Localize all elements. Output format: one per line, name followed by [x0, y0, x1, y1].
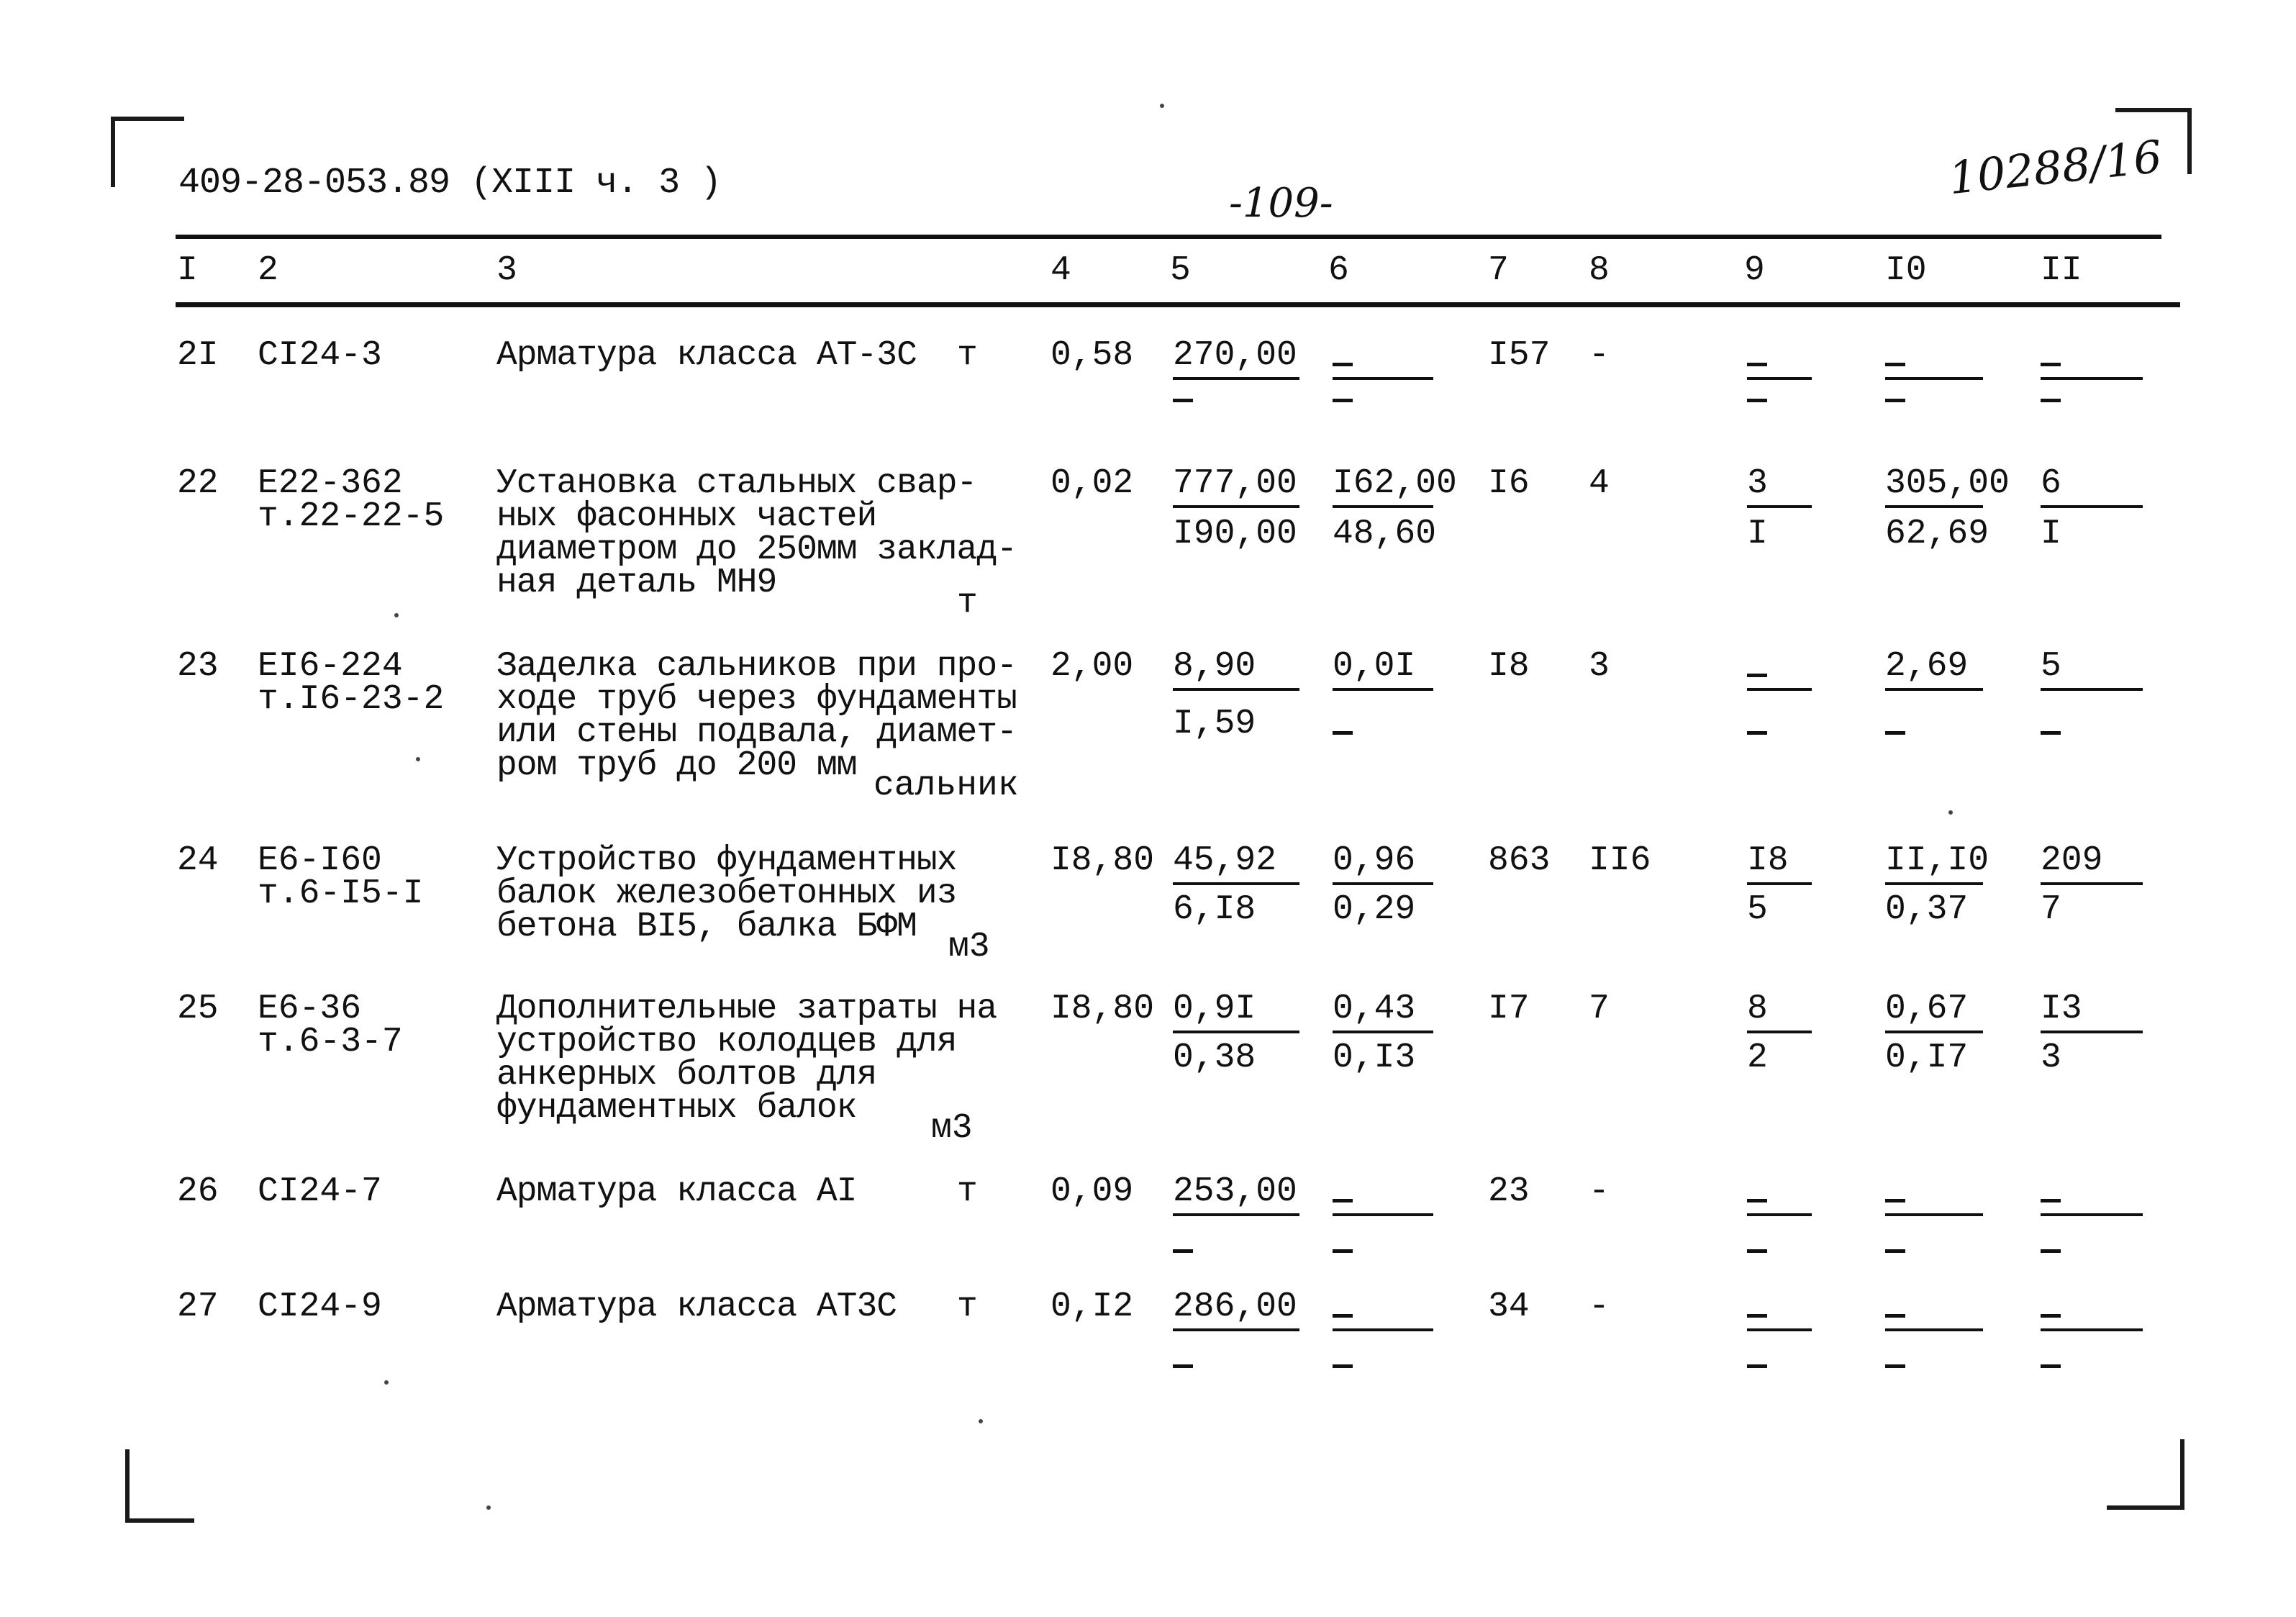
column-header: II	[2041, 251, 2082, 290]
c6-top-dash	[1333, 1199, 1353, 1202]
c9-fraction-bar	[1747, 1031, 1812, 1033]
c6-bottom-value: 0,I3	[1333, 1038, 1416, 1077]
norm-code: EI6-224	[258, 647, 403, 686]
c11-bottom-value: 7	[2041, 890, 2061, 929]
c9-bottom-dash	[1747, 1364, 1767, 1368]
c10-bottom-dash	[1885, 1249, 1905, 1253]
c9-bottom-dash	[1747, 1249, 1767, 1253]
column-header: I	[177, 251, 198, 290]
c6-fraction-bar	[1333, 505, 1433, 508]
c5-fraction-bar	[1173, 377, 1299, 380]
work-description-line: Арматура класса АТ-3С	[496, 336, 917, 375]
c6-bottom-dash	[1333, 1364, 1353, 1368]
c6-fraction-bar	[1333, 1213, 1433, 1216]
c6-fraction-bar	[1333, 688, 1433, 691]
c5-fraction-bar	[1173, 1328, 1299, 1331]
quantity: 2,00	[1051, 647, 1134, 686]
c5-top-value: 270,00	[1173, 336, 1297, 375]
work-description-line: Заделка сальников при про-	[496, 647, 1017, 686]
c6-top-dash	[1333, 1314, 1353, 1318]
norm-code: CI24-9	[258, 1287, 382, 1326]
c6-top-value: I62,00	[1333, 464, 1457, 503]
quantity: 0,I2	[1051, 1287, 1134, 1326]
c11-fraction-bar	[2041, 505, 2143, 508]
c10-top-dash	[1885, 1199, 1905, 1202]
frame-corner-bottom-right	[2107, 1439, 2184, 1510]
c6-bottom-dash	[1333, 399, 1353, 402]
unit-of-measure: т	[957, 584, 978, 622]
c10-fraction-bar	[1885, 1213, 1983, 1216]
norm-code: E6-36	[258, 989, 362, 1028]
work-description-line: ных фасонных частей	[496, 497, 877, 536]
column-header: I0	[1885, 251, 1927, 290]
c10-top-dash	[1885, 363, 1905, 366]
c5-top-value: 777,00	[1173, 464, 1297, 503]
work-description-line: ная деталь МН9	[496, 563, 777, 602]
row-number: 2I	[177, 336, 219, 375]
column-header: 7	[1488, 251, 1509, 290]
c5-fraction-bar	[1173, 505, 1299, 508]
column-7-value: I57	[1488, 336, 1551, 375]
quantity: 0,09	[1051, 1172, 1134, 1211]
speck	[416, 757, 420, 761]
norm-code: т.6-3-7	[258, 1023, 403, 1061]
c5-bottom-value: 6,I8	[1173, 890, 1256, 929]
work-description-line: диаметром до 250мм заклад-	[496, 530, 1017, 569]
column-7-value: 863	[1488, 841, 1551, 880]
row-number: 25	[177, 989, 219, 1028]
work-description-line: ходе труб через фундаменты	[496, 680, 1017, 719]
frame-corner-top-left	[111, 117, 184, 187]
norm-code: т.I6-23-2	[258, 680, 445, 719]
norm-code: CI24-7	[258, 1172, 382, 1211]
work-description-line: анкерных болтов для	[496, 1056, 877, 1095]
c9-fraction-bar	[1747, 688, 1812, 691]
c9-top-dash	[1747, 1199, 1767, 1202]
c11-bottom-dash	[2041, 399, 2061, 402]
c11-fraction-bar	[2041, 1031, 2143, 1033]
archive-stamp: 10288/16	[1946, 130, 2165, 205]
c5-top-value: 253,00	[1173, 1172, 1297, 1211]
unit-of-measure: м3	[948, 928, 990, 966]
work-description-line: устройство колодцев для	[496, 1023, 957, 1061]
c9-top-dash	[1747, 674, 1767, 677]
column-8-value: II6	[1589, 841, 1651, 880]
c9-bottom-value: 2	[1747, 1038, 1768, 1077]
row-number: 24	[177, 841, 219, 880]
c11-bottom-dash	[2041, 1364, 2061, 1368]
norm-code: т.22-22-5	[258, 497, 445, 536]
c11-top-dash	[2041, 1314, 2061, 1318]
c6-bottom-value: 48,60	[1333, 515, 1437, 553]
c5-bottom-dash	[1173, 399, 1193, 402]
c6-fraction-bar	[1333, 1031, 1433, 1033]
c11-fraction-bar	[2041, 377, 2143, 380]
c5-top-value: 286,00	[1173, 1287, 1297, 1326]
work-description-line: фундаментных балок	[496, 1089, 857, 1128]
c9-top-value: 8	[1747, 989, 1768, 1028]
c6-bottom-dash	[1333, 731, 1353, 735]
column-8-value: -	[1589, 1287, 1610, 1326]
norm-code: E22-362	[258, 464, 403, 503]
c5-top-value: 8,90	[1173, 647, 1256, 686]
column-8-value: -	[1589, 1172, 1610, 1211]
speck	[1160, 104, 1164, 108]
c6-bottom-dash	[1333, 1249, 1353, 1253]
c11-top-dash	[2041, 363, 2061, 366]
column-header: 5	[1170, 251, 1191, 290]
column-8-value: 4	[1589, 464, 1610, 503]
unit-of-measure: т	[957, 1287, 978, 1326]
c10-top-value: 0,67	[1885, 989, 1969, 1028]
c9-fraction-bar	[1747, 1213, 1812, 1216]
c10-fraction-bar	[1885, 688, 1983, 691]
c10-bottom-value: 0,I7	[1885, 1038, 1969, 1077]
c11-bottom-value: 3	[2041, 1038, 2061, 1077]
c11-fraction-bar	[2041, 882, 2143, 885]
c11-bottom-dash	[2041, 1249, 2061, 1253]
c10-fraction-bar	[1885, 1328, 1983, 1331]
c6-bottom-value: 0,29	[1333, 890, 1416, 929]
c11-top-value: I3	[2041, 989, 2082, 1028]
column-header: 4	[1051, 251, 1071, 290]
work-description-line: Арматура класса AI	[496, 1172, 857, 1211]
unit-of-measure: т	[957, 1172, 978, 1211]
c5-fraction-bar	[1173, 1213, 1299, 1216]
c6-fraction-bar	[1333, 882, 1433, 885]
work-description-line: Установка стальных свар-	[496, 464, 977, 503]
c6-top-value: 0,43	[1333, 989, 1416, 1028]
column-7-value: 23	[1488, 1172, 1530, 1211]
c11-top-value: 6	[2041, 464, 2061, 503]
speck	[394, 613, 399, 617]
c9-bottom-dash	[1747, 731, 1767, 735]
c10-bottom-dash	[1885, 399, 1905, 402]
c11-top-value: 209	[2041, 841, 2103, 880]
c5-bottom-dash	[1173, 1249, 1193, 1253]
work-description-line: Дополнительные затраты на	[496, 989, 997, 1028]
c9-top-value: 3	[1747, 464, 1768, 503]
c10-fraction-bar	[1885, 882, 1983, 885]
c6-top-value: 0,0I	[1333, 647, 1416, 686]
row-number: 23	[177, 647, 219, 686]
c10-top-value: 305,00	[1885, 464, 2010, 503]
column-header: 2	[258, 251, 278, 290]
c9-fraction-bar	[1747, 505, 1812, 508]
c6-fraction-bar	[1333, 1328, 1433, 1331]
c11-fraction-bar	[2041, 688, 2143, 691]
c10-top-value: 2,69	[1885, 647, 1969, 686]
table-top-rule	[176, 235, 2161, 239]
c11-bottom-value: I	[2041, 515, 2061, 553]
c10-top-value: II,I0	[1885, 841, 1989, 880]
c9-bottom-value: I	[1747, 515, 1768, 553]
norm-code: т.6-I5-I	[258, 874, 424, 913]
speck	[979, 1419, 983, 1423]
c9-fraction-bar	[1747, 1328, 1812, 1331]
c10-bottom-dash	[1885, 1364, 1905, 1368]
unit-of-measure: т	[957, 336, 978, 375]
column-8-value: -	[1589, 336, 1610, 375]
c5-fraction-bar	[1173, 882, 1299, 885]
work-description-line: или стены подвала, диамет-	[496, 713, 1017, 752]
c9-bottom-value: 5	[1747, 890, 1768, 929]
work-description-line: бетона BI5, балка БФМ	[496, 907, 917, 946]
work-description-line: ром труб до 200 мм	[496, 746, 857, 785]
norm-code: CI24-3	[258, 336, 382, 375]
c11-bottom-dash	[2041, 731, 2061, 735]
column-8-value: 7	[1589, 989, 1610, 1028]
c10-bottom-value: 62,69	[1885, 515, 1989, 553]
column-header: 3	[496, 251, 517, 290]
page-number: -109-	[1229, 180, 1333, 227]
speck	[384, 1380, 389, 1385]
quantity: I8,80	[1051, 989, 1155, 1028]
quantity: I8,80	[1051, 841, 1155, 880]
speck	[486, 1505, 491, 1510]
c5-bottom-value: I,59	[1173, 705, 1256, 743]
c5-fraction-bar	[1173, 688, 1299, 691]
row-number: 27	[177, 1287, 219, 1326]
work-description-line: Устройство фундаментных	[496, 841, 957, 880]
column-8-value: 3	[1589, 647, 1610, 686]
c10-bottom-value: 0,37	[1885, 890, 1969, 929]
c5-top-value: 45,92	[1173, 841, 1277, 880]
work-description-line: балок железобетонных из	[496, 874, 957, 913]
c5-bottom-value: 0,38	[1173, 1038, 1256, 1077]
c10-top-dash	[1885, 1314, 1905, 1318]
c10-fraction-bar	[1885, 1031, 1983, 1033]
c6-fraction-bar	[1333, 377, 1433, 380]
column-7-value: I6	[1488, 464, 1530, 503]
c11-top-dash	[2041, 1199, 2061, 1202]
c6-top-value: 0,96	[1333, 841, 1416, 880]
quantity: 0,02	[1051, 464, 1134, 503]
c10-bottom-dash	[1885, 731, 1905, 735]
c5-top-value: 0,9I	[1173, 989, 1256, 1028]
c11-fraction-bar	[2041, 1328, 2143, 1331]
c9-top-value: I8	[1747, 841, 1789, 880]
c6-top-dash	[1333, 363, 1353, 366]
work-description-line: Арматура класса АТ3С	[496, 1287, 897, 1326]
c11-top-value: 5	[2041, 647, 2061, 686]
unit-of-measure: сальник	[874, 766, 1019, 805]
c5-bottom-dash	[1173, 1364, 1193, 1368]
column-header: 6	[1328, 251, 1349, 290]
c5-bottom-value: I90,00	[1173, 515, 1297, 553]
c9-fraction-bar	[1747, 377, 1812, 380]
norm-code: E6-I60	[258, 841, 382, 880]
row-number: 22	[177, 464, 219, 503]
quantity: 0,58	[1051, 336, 1134, 375]
column-header: 8	[1589, 251, 1610, 290]
document-code: 409-28-053.89 (XIII ч. 3 )	[178, 163, 722, 204]
c9-fraction-bar	[1747, 882, 1812, 885]
c10-fraction-bar	[1885, 505, 1983, 508]
column-7-value: I7	[1488, 989, 1530, 1028]
column-header: 9	[1744, 251, 1765, 290]
c5-fraction-bar	[1173, 1031, 1299, 1033]
unit-of-measure: м3	[931, 1109, 973, 1148]
table-header-rule	[176, 302, 2180, 307]
c9-top-dash	[1747, 1314, 1767, 1318]
c9-bottom-dash	[1747, 399, 1767, 402]
speck	[1948, 810, 1953, 815]
row-number: 26	[177, 1172, 219, 1211]
column-7-value: 34	[1488, 1287, 1530, 1326]
frame-corner-bottom-left	[125, 1449, 194, 1523]
c11-fraction-bar	[2041, 1213, 2143, 1216]
c10-fraction-bar	[1885, 377, 1983, 380]
column-7-value: I8	[1488, 647, 1530, 686]
c9-top-dash	[1747, 363, 1767, 366]
